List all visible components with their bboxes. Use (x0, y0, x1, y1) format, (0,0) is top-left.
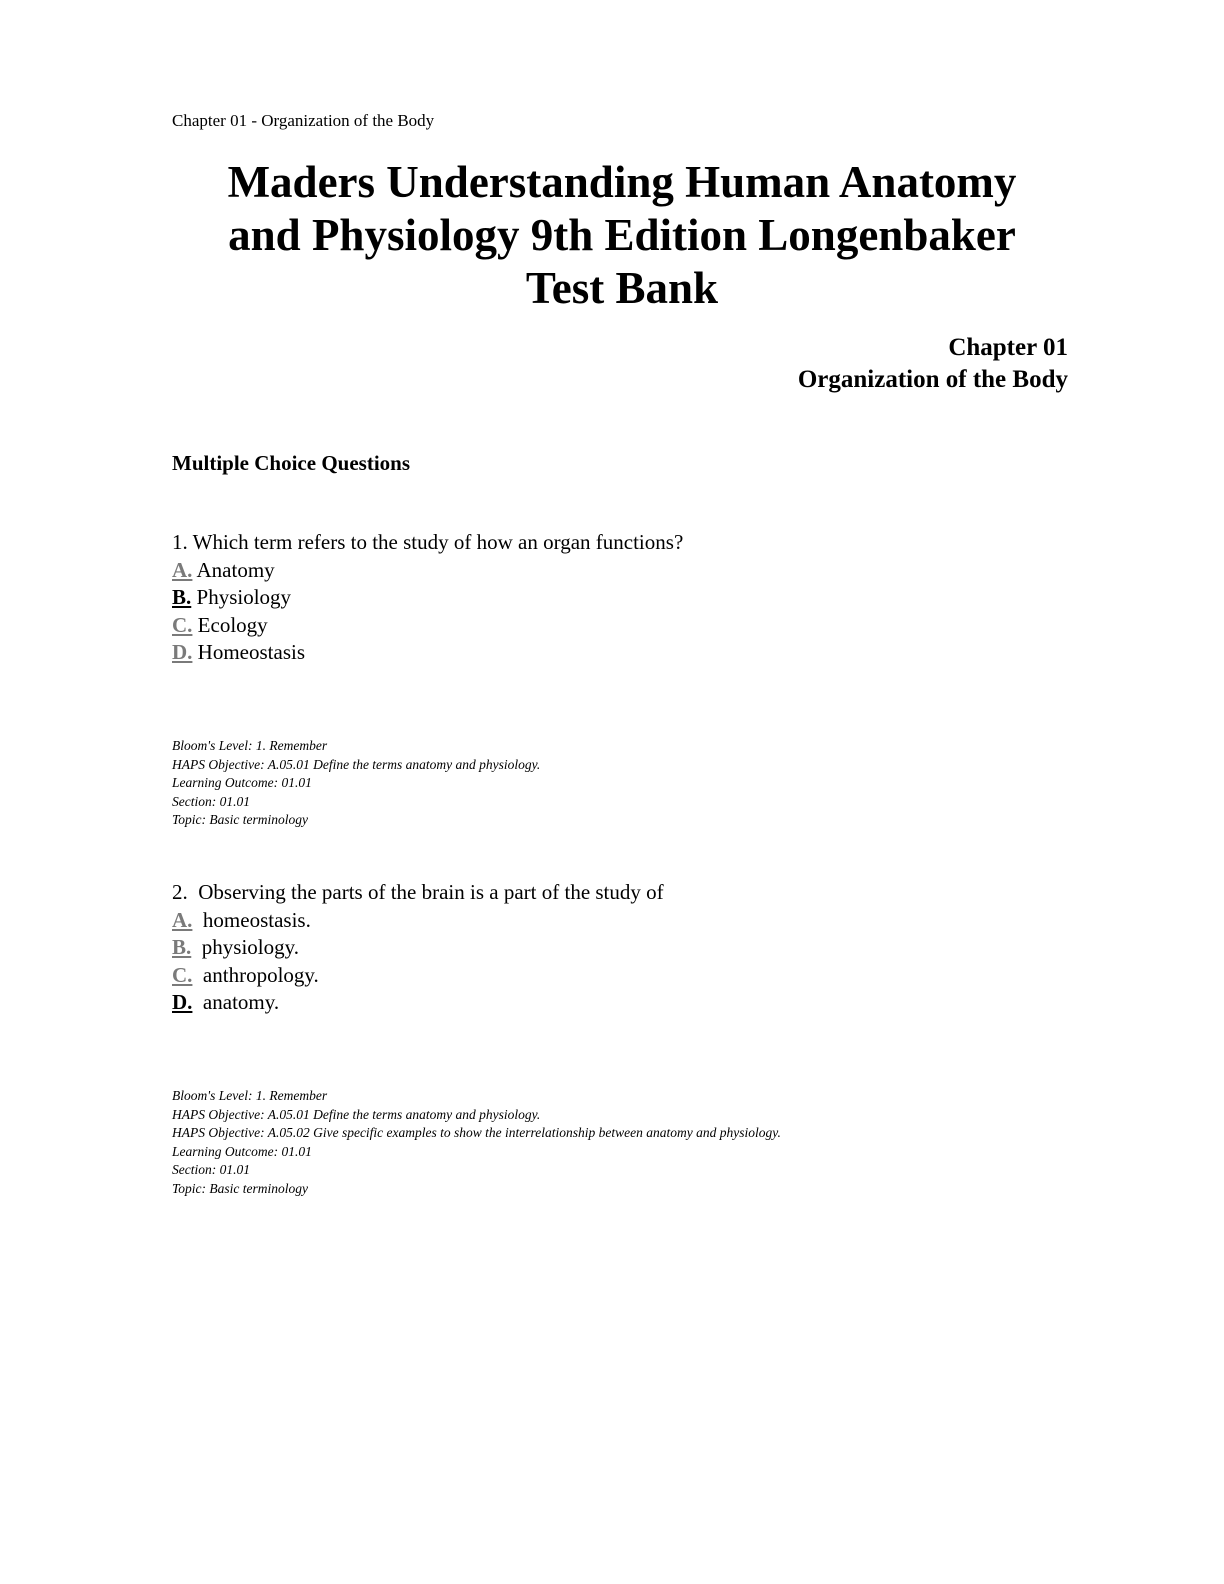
document-title (172, 156, 1072, 315)
option-text: anthropology. (192, 962, 319, 987)
title-line: Maders Understanding Human Anatomy (227, 157, 1017, 207)
question-2-metadata (172, 1087, 781, 1198)
title-line: Test Bank (525, 263, 719, 313)
option-letter: A. (172, 907, 193, 932)
option-text: Homeostasis (192, 640, 305, 664)
question-1 (172, 529, 683, 667)
metadata-line: Section: 01.01 (172, 1162, 250, 1177)
metadata-line: Section: 01.01 (172, 793, 250, 809)
metadata-line: Bloom's Level: 1. Remember (172, 1088, 328, 1103)
metadata-line: Topic: Basic terminology (172, 812, 308, 827)
answer-option-a (172, 907, 664, 935)
title-line: and Physiology 9th Edition Longenbaker (228, 210, 1016, 260)
option-letter: A. (172, 557, 193, 582)
chapter-heading (798, 332, 1068, 396)
section-heading: Multiple Choice Questions (172, 451, 411, 475)
option-letter: C. (172, 612, 193, 637)
answer-option-b (172, 934, 664, 962)
option-text: Ecology (192, 612, 268, 637)
option-letter: C. (172, 962, 193, 987)
chapter-name: Organization of the Body (797, 366, 1068, 393)
option-text: anatomy. (192, 990, 280, 1014)
question-1-metadata (172, 737, 540, 830)
chapter-number: Chapter 01 (948, 334, 1068, 361)
metadata-line: Topic: Basic terminology (172, 1180, 308, 1196)
option-letter: B. (172, 935, 192, 959)
metadata-line: Learning Outcome: 01.01 (172, 1143, 312, 1159)
answer-option-d (172, 639, 683, 667)
answer-option-d (172, 989, 664, 1017)
question-2 (172, 879, 664, 1017)
option-text: Anatomy (192, 557, 275, 582)
option-letter-correct: D. (172, 990, 193, 1014)
answer-option-b (172, 584, 683, 612)
running-header: Chapter 01 - Organization of the Body (172, 111, 435, 130)
answer-option-c (172, 962, 664, 990)
question-stem: 1. Which term refers to the study of how an organ functions? (172, 530, 684, 554)
answer-option-c (172, 612, 683, 640)
option-text: physiology. (191, 935, 299, 959)
metadata-line: HAPS Objective: A.05.02 Give specific examples to show the interrelationship between anatomy and physiology. (172, 1125, 781, 1140)
answer-option-a (172, 557, 683, 585)
metadata-line: HAPS Objective: A.05.01 Define the terms anatomy and physiology. (172, 1106, 541, 1122)
option-text: homeostasis. (192, 907, 311, 932)
option-text: Physiology (191, 585, 292, 609)
metadata-line: Learning Outcome: 01.01 (172, 775, 312, 790)
metadata-line: HAPS Objective: A.05.01 Define the terms anatomy and physiology. (172, 756, 541, 772)
metadata-line: Bloom's Level: 1. Remember (172, 738, 328, 753)
option-letter: D. (172, 640, 193, 664)
option-letter-correct: B. (172, 585, 192, 609)
question-stem: 2. Observing the parts of the brain is a part of the study of (172, 880, 664, 904)
